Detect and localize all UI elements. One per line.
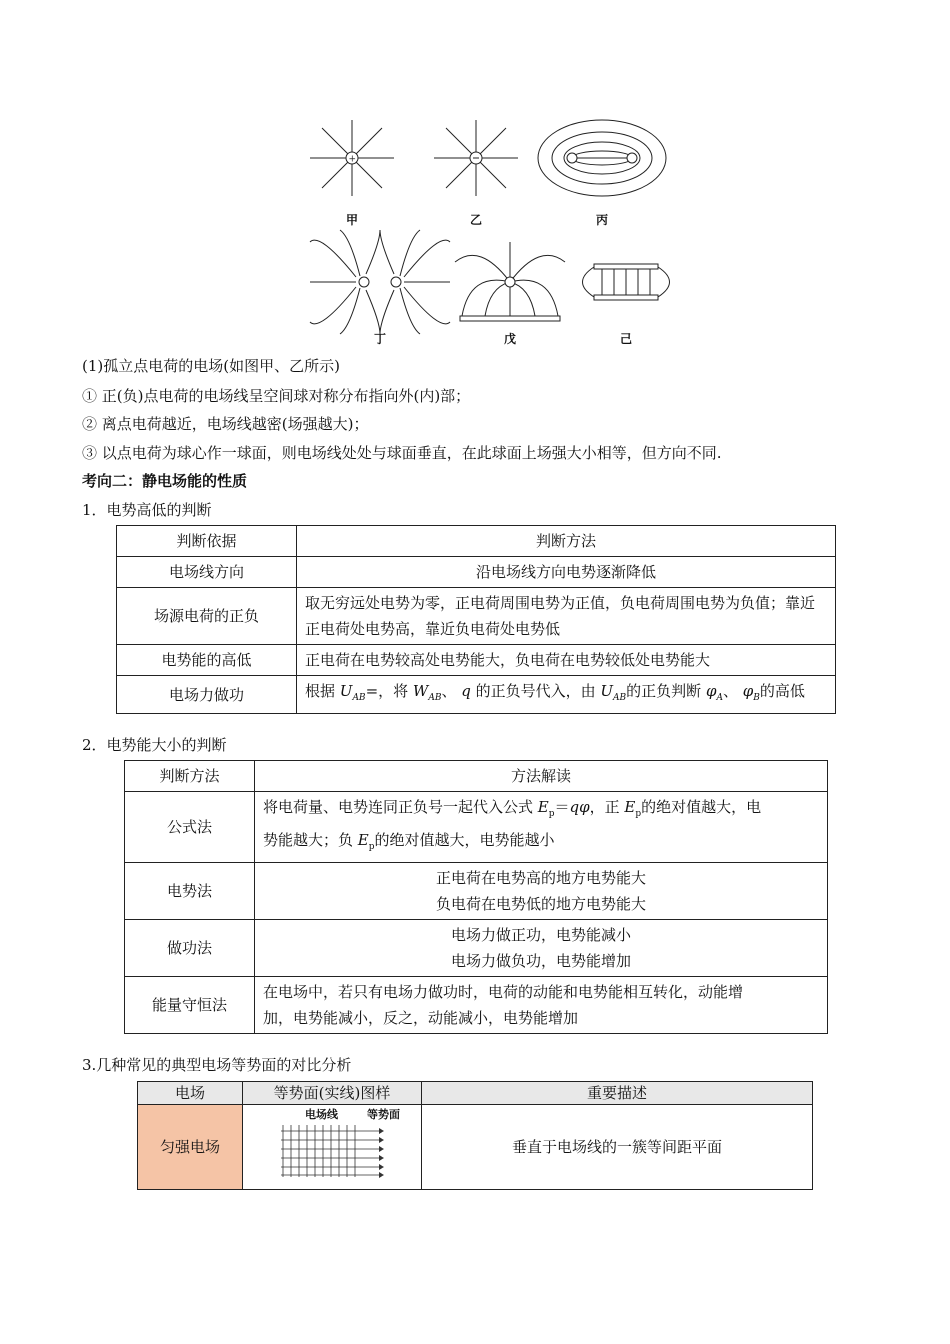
svg-text:等势面: 等势面 [367, 1108, 400, 1121]
table-cell: 根据 $U_{AB}=$，将 $W_{AB}$、 q 的正负号代入，由 $U_{AB}$的正负判断 $\varphi_A$、 $\varphi_B$的高低 [297, 676, 836, 714]
field-lines-figure [300, 110, 680, 350]
figure-label-bing: 丙 [596, 213, 609, 227]
svg-text:电场线: 电场线 [305, 1108, 338, 1121]
sub2-title: 2．电势能大小的判断 [82, 736, 227, 754]
table-cell: 电场力做功 [117, 676, 297, 714]
table-cell: 能量守恒法 [125, 977, 255, 1034]
table-cell: 在电场中，若只有电场力做功时，电荷的动能和电势能相互转化，动能增 加，电势能减小，反之，动能减小，电势能增加 [255, 977, 828, 1034]
table-header: 判断依据 [117, 526, 297, 557]
table-cell: 场源电荷的正负 [117, 588, 297, 645]
potential-table [116, 525, 836, 714]
table-header: 等势面(实线)图样 [243, 1082, 422, 1105]
figure-label-ji: 己 [620, 332, 633, 346]
table-cell: 正电荷在电势较高处电势能大，负电荷在电势较低处电势能大 [297, 645, 836, 676]
heading-2: 考向二：静电场能的性质 [82, 472, 248, 490]
table-cell: 电场线方向 [117, 557, 297, 588]
uniform-field-diagram [243, 1105, 422, 1190]
sub3-title: 3.几种常见的典型电场等势面的对比分析 [82, 1056, 352, 1074]
table-header: 判断方法 [125, 761, 255, 792]
table-cell: 取无穷远处电势为零，正电荷周围电势为正值，负电荷周围电势为负值；靠近正电荷处电势高，靠近负电荷处电势低 [297, 588, 836, 645]
table-cell: 电场力做正功，电势能减小 电场力做负功，电势能增加 [255, 920, 828, 977]
section1-item-3: ③ 以点电荷为球心作一球面，则电场线处处与球面垂直，在此球面上场强大小相等，但方向不同. [82, 444, 722, 462]
table-header: 重要描述 [422, 1082, 813, 1105]
table-cell: 电势法 [125, 863, 255, 920]
table-cell: 正电荷在电势高的地方电势能大 负电荷在电势低的地方电势能大 [255, 863, 828, 920]
energy-table [124, 760, 828, 1034]
table-header: 电场 [138, 1082, 243, 1105]
table-cell: 做功法 [125, 920, 255, 977]
table-cell: 公式法 [125, 792, 255, 863]
table-header: 判断方法 [297, 526, 836, 557]
svg-text:+: + [348, 154, 357, 165]
figure-label-yi: 乙 [470, 213, 483, 227]
equipotential-table [137, 1081, 813, 1190]
sub1-title: 1．电势高低的判断 [82, 501, 212, 519]
table-cell: 将电荷量、电势连同正负号一起代入公式 $E_p=q\varphi$，正 $E_p$的绝对值越大，电 势能越大；负 $E_p$的绝对值越大，电势能越小 [255, 792, 828, 863]
figure-label-wu: 戊 [504, 332, 517, 346]
table-cell: 垂直于电场线的一簇等间距平面 [422, 1105, 813, 1190]
table-cell: 匀强电场 [138, 1105, 243, 1190]
figure-label-jia: 甲 [346, 213, 359, 227]
table-cell: 电势能的高低 [117, 645, 297, 676]
figure-label-ding: 丁 [374, 332, 387, 346]
section1-item-2: ② 离点电荷越近，电场线越密(场强越大)； [82, 415, 369, 433]
table-header: 方法解读 [255, 761, 828, 792]
section1-title: (1)孤立点电荷的电场(如图甲、乙所示) [82, 357, 340, 375]
uniform-field-icon [243, 1105, 421, 1181]
table-cell: 沿电场线方向电势逐渐降低 [297, 557, 836, 588]
section1-item-1: ① 正(负)点电荷的电场线呈空间球对称分布指向外(内)部； [82, 387, 471, 405]
